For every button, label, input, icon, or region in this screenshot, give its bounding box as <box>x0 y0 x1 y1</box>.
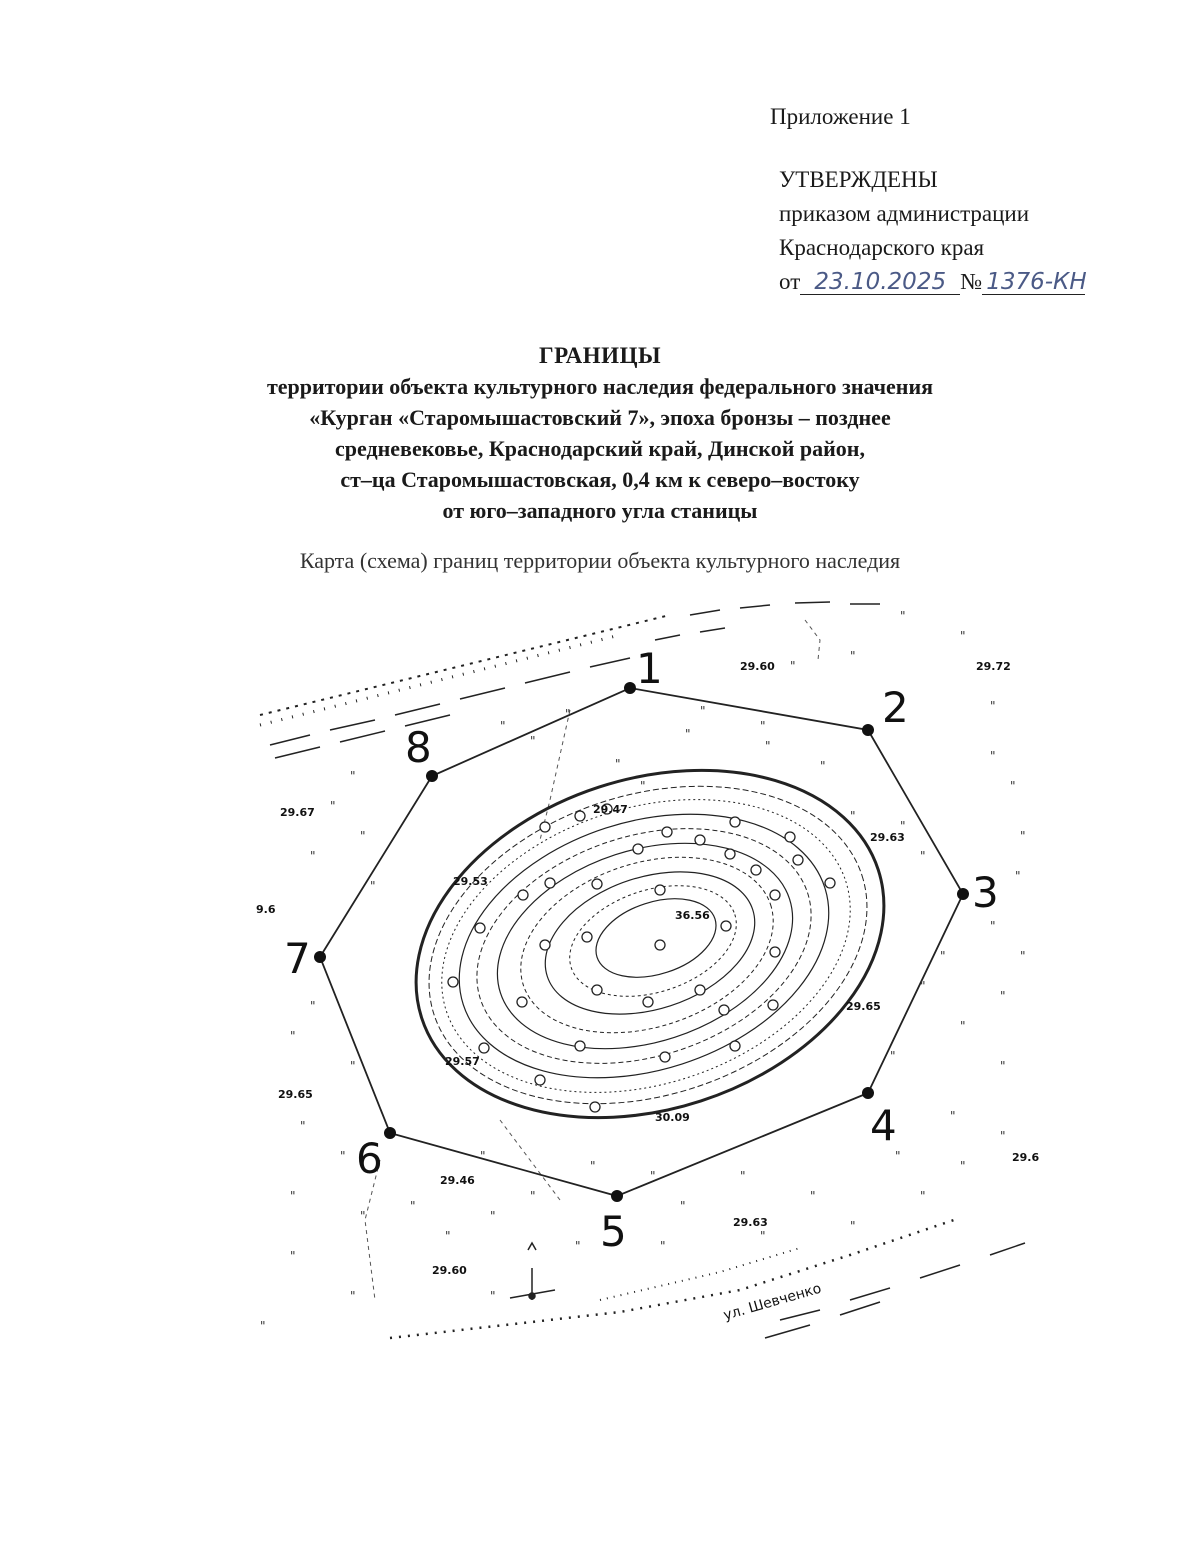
title-line-1: территории объекта культурного наследия федерального значения <box>266 374 934 399</box>
elevation-mark: 29.60 <box>740 660 775 673</box>
meadow-symbol: " <box>445 1229 451 1243</box>
boundary-map <box>200 600 1050 1360</box>
meadow-symbol: " <box>900 819 906 833</box>
number-label: № <box>960 269 983 294</box>
boundary-point-7 <box>314 951 326 963</box>
approval-heading: УТВЕРЖДЕНЫ <box>779 167 938 192</box>
elevation-mark: 29.53 <box>453 875 488 888</box>
elevation-mark: 9.6 <box>256 903 276 916</box>
elevation-mark: 29.63 <box>870 831 905 844</box>
meadow-symbol: " <box>685 727 691 741</box>
meadow-symbol: " <box>990 749 996 763</box>
approval-date-line <box>779 265 1085 299</box>
meadow-symbol: " <box>500 719 506 733</box>
point-label-8: 8 <box>405 723 432 772</box>
meadow-symbol: " <box>660 1239 666 1253</box>
meadow-symbol: " <box>340 1149 346 1163</box>
handwritten-number: 1376-КН <box>982 270 1085 295</box>
point-label-3: 3 <box>972 868 999 917</box>
meadow-symbol: " <box>940 949 946 963</box>
meadow-symbol: " <box>490 1209 496 1223</box>
meadow-symbol: " <box>480 1149 486 1163</box>
elevation-mark: 29.65 <box>846 1000 881 1013</box>
from-label: от <box>779 269 801 294</box>
elevation-mark: 30.09 <box>655 1111 690 1124</box>
meadow-symbol: " <box>350 1059 356 1073</box>
meadow-symbol: " <box>260 1319 266 1333</box>
elevation-mark: 29.72 <box>976 660 1011 673</box>
meadow-symbol: " <box>810 1189 816 1203</box>
point-label-7: 7 <box>284 934 311 983</box>
road-lines-south <box>390 1218 1025 1338</box>
title-line-5: от юго–западного угла станицы <box>442 498 758 523</box>
meadow-symbol: " <box>700 704 706 718</box>
elevation-mark: 29.67 <box>280 806 315 819</box>
meadow-symbol: " <box>740 1169 746 1183</box>
approval-block <box>779 163 1085 299</box>
meadow-symbol: " <box>350 1289 356 1303</box>
meadow-symbol: " <box>765 739 771 753</box>
title-line-4: ст–ца Старомышастовская, 0,4 км к северо–востоку <box>340 467 860 492</box>
point-label-5: 5 <box>600 1207 627 1256</box>
elevation-mark: 29.47 <box>593 803 628 816</box>
elevation-mark: 29.46 <box>440 1174 475 1187</box>
meadow-symbol: " <box>410 1199 416 1213</box>
meadow-symbol: " <box>960 629 966 643</box>
meadow-symbol: " <box>960 1159 966 1173</box>
meadow-symbol: " <box>300 1119 306 1133</box>
meadow-symbol: " <box>920 849 926 863</box>
map-subtitle: Карта (схема) границ территории объекта культурного наследия <box>299 548 901 573</box>
axis-mark-icon <box>510 1243 555 1300</box>
meadow-symbol: " <box>640 779 646 793</box>
meadow-symbol: " <box>565 707 571 721</box>
point-label-2: 2 <box>882 683 909 732</box>
meadow-symbol: " <box>920 1189 926 1203</box>
boundary-point-4 <box>862 1087 874 1099</box>
meadow-symbol: " <box>790 659 796 673</box>
meadow-symbol: " <box>530 1189 536 1203</box>
boundary-point-6 <box>384 1127 396 1139</box>
meadow-symbol: " <box>850 649 856 663</box>
meadow-symbol: " <box>850 1219 856 1233</box>
boundary-point-5 <box>611 1190 623 1202</box>
meadow-symbol: " <box>850 809 856 823</box>
elevation-mark: 36.56 <box>675 909 710 922</box>
appendix-label: Приложение 1 <box>770 104 911 129</box>
meadow-symbol: " <box>890 1049 896 1063</box>
meadow-symbol: " <box>950 1109 956 1123</box>
meadow-symbol: " <box>990 919 996 933</box>
meadow-symbol: " <box>1010 779 1016 793</box>
meadow-symbol: " <box>1020 949 1026 963</box>
approval-line-1: приказом администрации <box>779 201 1030 226</box>
meadow-symbol: " <box>310 999 316 1013</box>
elevation-mark: 29.57 <box>445 1055 480 1068</box>
meadow-symbol: " <box>760 1229 766 1243</box>
point-label-1: 1 <box>636 644 663 693</box>
street-label: ул. Шевченко <box>721 1280 824 1324</box>
meadow-symbol: " <box>990 699 996 713</box>
meadow-symbol: " <box>920 979 926 993</box>
boundary-point-1 <box>624 682 636 694</box>
boundary-point-labels <box>284 644 999 1256</box>
handwritten-date: 23.10.2025 <box>800 270 960 295</box>
meadow-symbol: " <box>360 1209 366 1223</box>
elevation-mark: 29.65 <box>278 1088 313 1101</box>
meadow-symbol: " <box>960 1019 966 1033</box>
survey-dashed-lines <box>365 620 820 1300</box>
meadow-symbol: " <box>1000 1129 1006 1143</box>
meadow-symbol: " <box>1000 989 1006 1003</box>
mound-contours <box>371 713 929 1175</box>
meadow-symbol: " <box>290 1249 296 1263</box>
road-lines-north <box>260 602 880 758</box>
document-title <box>0 340 1200 526</box>
meadow-symbols <box>260 609 1026 1333</box>
meadow-symbol: " <box>900 609 906 623</box>
meadow-symbol: " <box>1020 829 1026 843</box>
meadow-symbol: " <box>615 757 621 771</box>
meadow-symbol: " <box>290 1029 296 1043</box>
meadow-symbol: " <box>575 1239 581 1253</box>
meadow-symbol: " <box>290 1189 296 1203</box>
meadow-symbol: " <box>760 719 766 733</box>
boundary-point-3 <box>957 888 969 900</box>
meadow-symbol: " <box>895 1149 901 1163</box>
meadow-symbol: " <box>310 849 316 863</box>
meadow-symbol: " <box>350 769 356 783</box>
elevation-mark: 29.6 <box>1012 1151 1040 1164</box>
approval-line-2: Краснодарского края <box>779 235 985 260</box>
meadow-symbol: " <box>330 799 336 813</box>
meadow-symbol: " <box>530 734 536 748</box>
meadow-symbol: " <box>1000 1059 1006 1073</box>
meadow-symbol: " <box>820 759 826 773</box>
meadow-symbol: " <box>590 1159 596 1173</box>
meadow-symbol: " <box>680 1199 686 1213</box>
meadow-symbol: " <box>490 1289 496 1303</box>
title-line-3: средневековье, Краснодарский край, Динской район, <box>335 436 865 461</box>
meadow-symbol: " <box>650 1169 656 1183</box>
elevation-mark: 29.60 <box>432 1264 467 1277</box>
title-main: ГРАНИЦЫ <box>538 343 662 368</box>
meadow-symbol: " <box>370 879 376 893</box>
title-line-2: «Курган «Старомышастовский 7», эпоха бронзы – позднее <box>309 405 891 430</box>
point-label-6: 6 <box>356 1134 383 1183</box>
boundary-point-2 <box>862 724 874 736</box>
point-label-4: 4 <box>870 1101 897 1150</box>
meadow-symbol: " <box>360 829 366 843</box>
elevation-mark: 29.63 <box>733 1216 768 1229</box>
meadow-symbol: " <box>1015 869 1021 883</box>
